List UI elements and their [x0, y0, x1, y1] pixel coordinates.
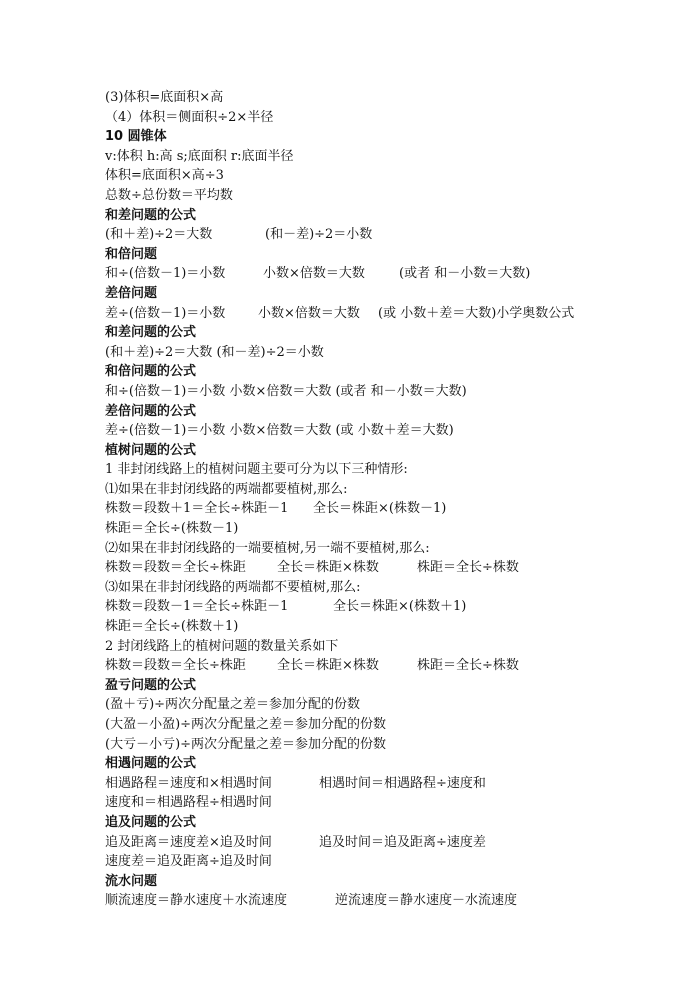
formula-segment: 相遇时间＝相遇路程÷速度和: [319, 775, 486, 791]
formula-segment: 植树问题的公式: [105, 442, 197, 458]
formula-segment: (和＋差)÷2＝大数 (和－差)÷2＝小数: [105, 344, 324, 360]
formula-segment: 和÷(倍数－1)＝小数 小数×倍数＝大数 (或者 和－小数＝大数): [105, 383, 467, 399]
formula-segment: 株数＝段数－1＝全长÷株距－1: [105, 599, 289, 615]
formula-segment: 差倍问题: [105, 285, 158, 301]
text-line: [105, 225, 665, 245]
formula-segment: 追及问题的公式: [105, 814, 197, 830]
formula-segment: 株距＝全长÷株数: [417, 560, 519, 576]
formula-segment: 盈亏问题的公式: [105, 677, 197, 693]
text-line: [105, 793, 665, 813]
formula-segment: 和倍问题的公式: [105, 364, 197, 380]
text-line: [105, 264, 665, 284]
section-heading: [105, 754, 665, 774]
formula-segment: 总数÷总份数＝平均数: [105, 187, 233, 203]
formula-segment: (或 小数＋差＝大数)小学奥数公式: [378, 305, 575, 321]
formula-segment: 全长＝株距×(株数＋1): [333, 599, 467, 615]
formula-segment: 1 非封闭线路上的植树问题主要可分为以下三种情形:: [105, 462, 408, 478]
formula-segment: (大盈－小盈)÷两次分配量之差＝参加分配的份数: [105, 717, 387, 732]
formula-segment: 株数＝段数＝全长÷株距: [105, 658, 246, 674]
text-line: [105, 480, 665, 500]
formula-segment: 顺流速度＝静水速度＋水流速度: [105, 893, 288, 909]
section-heading: [105, 323, 665, 343]
text-line: [105, 539, 665, 559]
formula-segment: 10 圆锥体: [105, 129, 167, 145]
formula-segment: 株距＝全长÷株数: [417, 658, 519, 674]
text-line: [105, 166, 665, 186]
text-line: [105, 578, 665, 598]
formula-segment: 追及距离＝速度差×追及时间: [105, 834, 272, 850]
section-heading: [105, 284, 665, 304]
section-heading: [105, 872, 665, 892]
formula-segment: 流水问题: [105, 873, 158, 889]
section-heading: [105, 676, 665, 696]
document-body: [105, 88, 665, 911]
formula-segment: 追及时间＝追及距离÷速度差: [319, 834, 486, 850]
formula-segment: 和倍问题: [105, 246, 158, 262]
text-line: [105, 695, 665, 715]
formula-segment: (大亏－小亏)÷两次分配量之差＝参加分配的份数: [105, 736, 387, 752]
text-line: [105, 852, 665, 872]
section-heading: [105, 127, 665, 147]
text-line: [105, 343, 665, 363]
formula-segment: 逆流速度＝静水速度－水流速度: [335, 893, 518, 909]
formula-segment: 相遇路程＝速度和×相遇时间: [105, 775, 272, 791]
formula-segment: 和差问题的公式: [105, 207, 197, 223]
formula-segment: 小数×倍数＝大数: [258, 305, 360, 321]
formula-segment: 速度差＝追及距离÷追及时间: [105, 854, 272, 870]
formula-segment: (或者 和－小数＝大数): [399, 266, 531, 282]
text-line: [105, 421, 665, 441]
text-line: [105, 558, 665, 578]
text-line: [105, 304, 665, 324]
formula-segment: (和－差)÷2＝小数: [265, 227, 373, 243]
text-line: [105, 833, 665, 853]
formula-segment: ⑴如果在非封闭线路的两端都要植树,那么:: [105, 481, 348, 497]
text-line: [105, 891, 665, 911]
text-line: [105, 617, 665, 637]
formula-segment: 体积=底面积×高÷3: [105, 168, 224, 184]
formula-segment: 株距＝全长÷(株数－1): [105, 521, 239, 537]
text-line: [105, 108, 665, 128]
formula-segment: ⑶如果在非封闭线路的两端都不要植树,那么:: [105, 579, 361, 595]
section-heading: [105, 813, 665, 833]
formula-segment: (盈＋亏)÷两次分配量之差＝参加分配的份数: [105, 697, 361, 713]
section-heading: [105, 362, 665, 382]
text-line: [105, 597, 665, 617]
formula-segment: （4）体积＝侧面积÷2×半径: [105, 109, 274, 125]
formula-segment: 和÷(倍数－1)＝小数: [105, 266, 226, 282]
text-line: [105, 735, 665, 755]
formula-segment: 株数＝段数＝全长÷株距: [105, 560, 246, 576]
formula-segment: 差÷(倍数－1)＝小数 小数×倍数＝大数 (或 小数＋差＝大数): [105, 423, 454, 439]
text-line: [105, 656, 665, 676]
text-line: [105, 147, 665, 167]
text-line: [105, 88, 665, 108]
text-line: [105, 774, 665, 794]
formula-segment: 小数×倍数＝大数: [263, 266, 365, 282]
formula-segment: 株数＝段数＋1＝全长÷株距－1: [105, 501, 289, 517]
formula-segment: 相遇问题的公式: [105, 756, 197, 772]
formula-segment: 全长＝株距×株数: [277, 658, 379, 674]
formula-segment: 差倍问题的公式: [105, 403, 197, 419]
text-line: [105, 519, 665, 539]
text-line: [105, 499, 665, 519]
text-line: [105, 186, 665, 206]
section-heading: [105, 402, 665, 422]
formula-segment: v:体积 h:高 s;底面积 r:底面半径: [105, 148, 294, 164]
text-line: [105, 637, 665, 657]
formula-segment: 和差问题的公式: [105, 325, 197, 341]
formula-segment: (3)体积=底面积×高: [105, 90, 224, 105]
formula-segment: 株距＝全长÷(株数＋1): [105, 619, 239, 635]
formula-segment: ⑵如果在非封闭线路的一端要植树,另一端不要植树,那么:: [105, 540, 430, 556]
text-line: [105, 715, 665, 735]
formula-segment: 差÷(倍数－1)＝小数: [105, 305, 226, 321]
formula-segment: 全长＝株距×株数: [277, 560, 379, 576]
section-heading: [105, 441, 665, 461]
formula-segment: (和＋差)÷2＝大数: [105, 227, 213, 243]
formula-segment: 全长＝株距×(株数－1): [313, 501, 447, 517]
formula-segment: 2 封闭线路上的植树问题的数量关系如下: [105, 638, 339, 654]
text-line: [105, 460, 665, 480]
formula-segment: 速度和＝相遇路程÷相遇时间: [105, 795, 272, 811]
section-heading: [105, 206, 665, 226]
section-heading: [105, 245, 665, 265]
text-line: [105, 382, 665, 402]
